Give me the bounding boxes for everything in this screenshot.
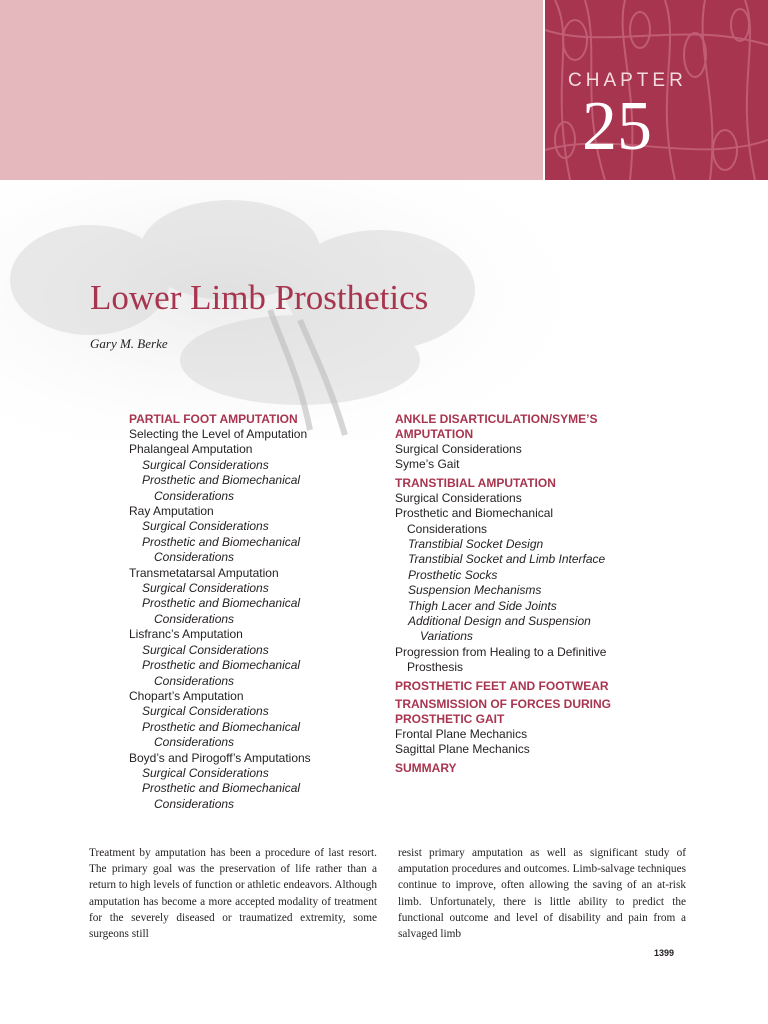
toc-entry: Considerations <box>154 488 235 503</box>
toc-right-column <box>395 412 645 776</box>
author-name: Gary M. Berke <box>90 336 168 351</box>
toc-entry: Chopart’s Amputation <box>129 688 244 703</box>
toc-entry: Frontal Plane Mechanics <box>395 726 528 741</box>
toc-entry: Surgical Considerations <box>142 581 269 596</box>
toc-entry: Prosthetic and Biomechanical <box>142 473 301 488</box>
toc-entry: Considerations <box>154 673 235 688</box>
toc-entry: Considerations <box>154 735 235 750</box>
chapter-label: CHAPTER <box>568 70 687 91</box>
toc-entry: Boyd’s and Pirogoff’s Amputations <box>129 750 311 765</box>
toc-entry: Prosthetic and Biomechanical <box>142 596 301 611</box>
toc-entry: Syme’s Gait <box>395 457 460 472</box>
toc-section-heading: PARTIAL FOOT AMPUTATION <box>129 412 298 426</box>
toc-entry: Surgical Considerations <box>142 765 269 780</box>
toc-entry: Lisfranc’s Amputation <box>129 627 243 642</box>
toc-entry: Prosthetic and Biomechanical <box>142 658 301 673</box>
toc-entry: Surgical Considerations <box>142 457 269 472</box>
toc-entry: Prosthetic and Biomechanical <box>395 506 554 521</box>
toc-entry: Prosthesis <box>407 660 464 675</box>
toc-section-heading: PROSTHETIC FEET AND FOOTWEAR <box>395 678 609 693</box>
page-number: 1399 <box>654 948 675 958</box>
toc-section-heading: AMPUTATION <box>395 427 474 441</box>
toc-entry: Surgical Considerations <box>142 704 269 719</box>
toc-entry: Phalangeal Amputation <box>129 442 253 457</box>
toc-entry: Prosthetic Socks <box>408 567 498 582</box>
toc-section-heading: SUMMARY <box>395 760 457 775</box>
toc-entry: Prosthetic and Biomechanical <box>142 534 301 549</box>
toc-entry: Sagittal Plane Mechanics <box>395 742 530 757</box>
toc-section-heading: TRANSMISSION OF FORCES DURING <box>395 696 612 711</box>
toc-entry: Surgical Considerations <box>395 442 522 456</box>
toc-entry: Prosthetic and Biomechanical <box>142 781 301 796</box>
toc-section-heading: TRANSTIBIAL AMPUTATION <box>395 475 556 490</box>
toc-entry: Additional Design and Suspension <box>408 614 591 629</box>
toc-entry: Transmetatarsal Amputation <box>129 565 279 580</box>
toc-entry: Selecting the Level of Amputation <box>129 427 308 441</box>
toc-entry: Progression from Healing to a Definitive <box>395 644 607 659</box>
chapter-title: Lower Limb Prosthetics <box>90 278 429 317</box>
toc-entry: Surgical Considerations <box>142 519 269 534</box>
toc-entry: Transtibial Socket and Limb Interface <box>408 552 606 567</box>
toc-entry: Considerations <box>154 611 235 626</box>
toc-left-column <box>129 412 379 812</box>
toc-entry: Considerations <box>407 521 488 536</box>
toc-entry: Transtibial Socket Design <box>408 537 544 552</box>
toc-entry: Thigh Lacer and Side Joints <box>408 598 557 613</box>
header-band <box>0 0 543 180</box>
toc-section-heading: PROSTHETIC GAIT <box>395 711 505 726</box>
body-text-right: resist primary amputation as well as significant study of amputation procedures and outcomes. Limb-salvage techniques continue to improve, often allowing the saving of an at-risk limb. Unfortunately, there is little ability to predict the functional outcome and level of disability and pain from a salvaged limb <box>398 847 686 941</box>
toc-entry: Suspension Mechanisms <box>408 583 542 598</box>
toc-entry: Ray Amputation <box>129 504 214 519</box>
toc-entry: Considerations <box>154 796 235 811</box>
chapter-number: 25 <box>582 88 652 165</box>
toc-entry: Surgical Considerations <box>395 490 522 505</box>
toc-entry: Considerations <box>154 550 235 565</box>
toc-entry: Surgical Considerations <box>142 642 269 657</box>
body-text-left: Treatment by amputation has been a procedure of last resort. The primary goal was the preservation of life rather than a return to high levels of function or athletic endeavors. Although amputation has become a more accepted modality of treatment for the severely diseased or traumatized extremity, some surgeons still <box>89 847 377 941</box>
toc-section-heading: ANKLE DISARTICULATION/SYME’S <box>395 412 598 426</box>
toc-entry: Variations <box>420 629 473 644</box>
toc-entry: Prosthetic and Biomechanical <box>142 719 301 734</box>
